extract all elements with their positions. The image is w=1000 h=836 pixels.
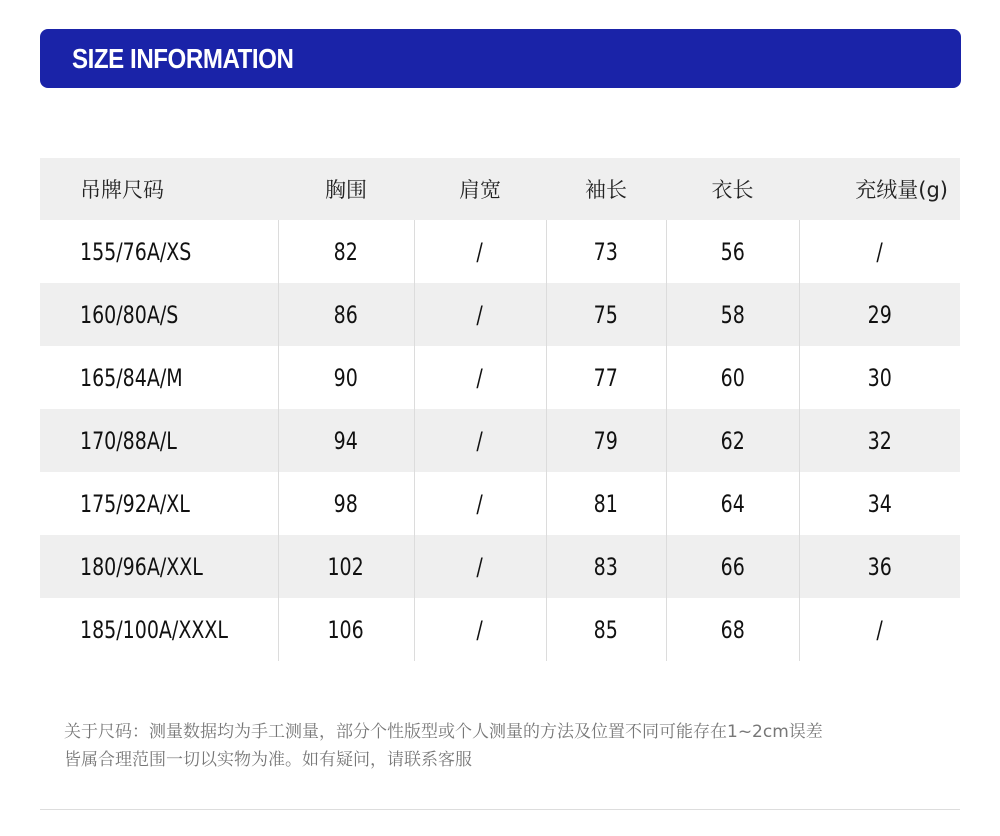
cell-sleeve (546, 409, 666, 472)
cell-value: 106 (327, 615, 365, 644)
cell-length (666, 283, 799, 346)
cell-value: / (876, 615, 883, 644)
cell-value: 79 (593, 426, 619, 455)
cell-value: 34 (867, 489, 892, 518)
cell-chest (278, 220, 414, 283)
size-note (64, 718, 964, 774)
cell-length (666, 220, 799, 283)
cell-value: 102 (327, 552, 365, 581)
header-down-fill: 充绒量(g) (799, 158, 960, 220)
cell-shoulder (414, 472, 546, 535)
cell-value: 66 (720, 552, 745, 581)
cell-value: / (476, 363, 484, 392)
cell-sleeve (546, 346, 666, 409)
cell-sleeve (546, 283, 666, 346)
cell-value: 62 (720, 426, 745, 455)
cell-value: 85 (593, 615, 619, 644)
cell-shoulder (414, 409, 546, 472)
table-row (40, 283, 960, 346)
cell-chest (278, 409, 414, 472)
cell-value: 60 (720, 363, 745, 392)
table-row (40, 535, 960, 598)
table-header-row (40, 158, 960, 220)
cell-length (666, 472, 799, 535)
cell-down-fill (799, 598, 960, 661)
cell-value: 175/92A/XL (80, 489, 190, 518)
cell-shoulder (414, 283, 546, 346)
size-note-line-1: 关于尺码：测量数据均为手工测量，部分个性版型或个人测量的方法及位置不同可能存在1~2cm误差 (64, 722, 823, 742)
header-sleeve: 袖长 (546, 158, 666, 220)
cell-value: / (476, 489, 484, 518)
cell-value: 185/100A/XXXL (80, 615, 228, 644)
size-note-line-2: 皆属合理范围一切以实物为准。如有疑问，请联系客服 (64, 750, 472, 770)
section-banner (40, 29, 961, 88)
cell-tag-size (40, 598, 278, 661)
cell-length (666, 535, 799, 598)
cell-value: 73 (593, 237, 619, 266)
cell-value: 83 (593, 552, 619, 581)
table-row (40, 472, 960, 535)
cell-value: 82 (333, 237, 359, 266)
cell-value: / (876, 237, 883, 266)
cell-value: 160/80A/S (80, 300, 179, 329)
cell-value: 56 (720, 237, 745, 266)
cell-tag-size (40, 283, 278, 346)
cell-shoulder (414, 535, 546, 598)
cell-value: 68 (720, 615, 745, 644)
cell-value: / (476, 615, 484, 644)
cell-down-fill (799, 283, 960, 346)
cell-value: / (476, 300, 484, 329)
cell-value: 75 (593, 300, 619, 329)
cell-length (666, 409, 799, 472)
cell-shoulder (414, 220, 546, 283)
cell-value: / (476, 426, 484, 455)
cell-sleeve (546, 535, 666, 598)
cell-value: 94 (333, 426, 359, 455)
cell-sleeve (546, 598, 666, 661)
cell-value: 81 (593, 489, 619, 518)
cell-tag-size (40, 220, 278, 283)
cell-value: 155/76A/XS (80, 237, 192, 266)
cell-sleeve (546, 472, 666, 535)
cell-chest (278, 535, 414, 598)
cell-tag-size (40, 535, 278, 598)
cell-value: 170/88A/L (80, 426, 177, 455)
cell-length (666, 346, 799, 409)
cell-chest (278, 283, 414, 346)
cell-down-fill (799, 472, 960, 535)
cell-value: 29 (867, 300, 892, 329)
table-row (40, 346, 960, 409)
cell-value: 90 (333, 363, 359, 392)
table-row (40, 598, 960, 661)
cell-down-fill (799, 535, 960, 598)
cell-chest (278, 346, 414, 409)
cell-value: 32 (867, 426, 892, 455)
cell-tag-size (40, 346, 278, 409)
header-chest: 胸围 (278, 158, 414, 220)
cell-length (666, 598, 799, 661)
cell-tag-size (40, 472, 278, 535)
cell-sleeve (546, 220, 666, 283)
cell-down-fill (799, 346, 960, 409)
table-row (40, 409, 960, 472)
cell-down-fill (799, 409, 960, 472)
header-length: 衣长 (666, 158, 799, 220)
header-shoulder: 肩宽 (414, 158, 546, 220)
bottom-divider (40, 809, 960, 810)
cell-chest (278, 598, 414, 661)
cell-tag-size (40, 409, 278, 472)
cell-value: 86 (333, 300, 359, 329)
header-tag-size: 吊牌尺码 (40, 158, 278, 220)
cell-shoulder (414, 346, 546, 409)
table-row (40, 220, 960, 283)
table-body (40, 220, 960, 661)
cell-value: 77 (593, 363, 619, 392)
cell-value: 180/96A/XXL (80, 552, 203, 581)
cell-value: 30 (867, 363, 892, 392)
cell-shoulder (414, 598, 546, 661)
cell-down-fill (799, 220, 960, 283)
cell-value: 98 (333, 489, 359, 518)
size-table (40, 158, 960, 661)
cell-value: 165/84A/M (80, 363, 183, 392)
cell-value: 58 (720, 300, 745, 329)
cell-value: / (476, 237, 484, 266)
banner-title: SIZE INFORMATION (72, 42, 294, 74)
cell-chest (278, 472, 414, 535)
cell-value: / (476, 552, 484, 581)
cell-value: 36 (867, 552, 892, 581)
cell-value: 64 (720, 489, 745, 518)
